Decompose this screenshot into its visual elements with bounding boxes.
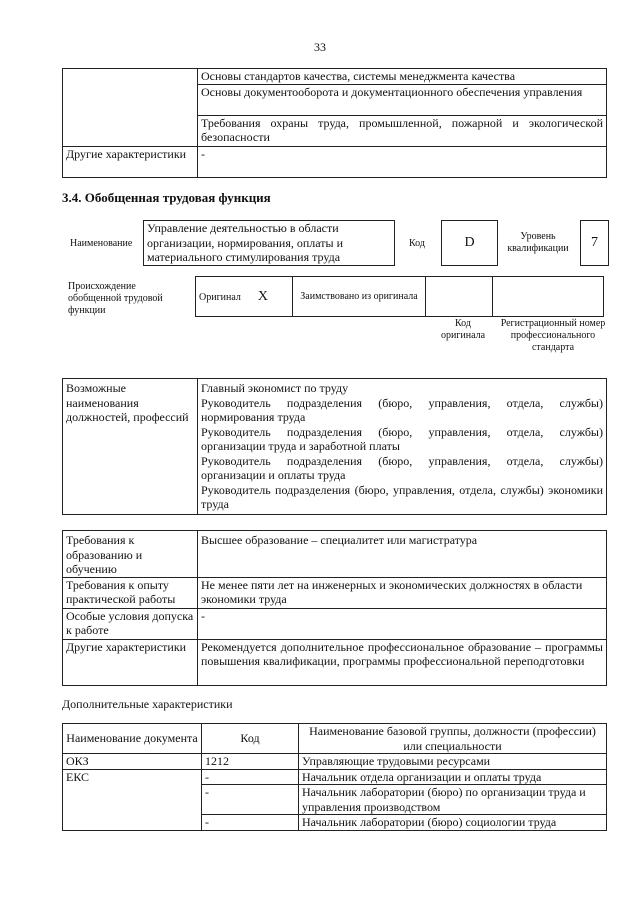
position-item: Руководитель подразделения (бюро, управления, отдела, службы) организации и оплаты труда — [201, 453, 603, 482]
page-number: 33 — [314, 40, 326, 54]
reg-number-caption: Регистрационный номер профессионального стандарта — [500, 318, 606, 353]
requirement-label: Особые условия допуска к работе — [63, 608, 198, 639]
code-value: D — [464, 235, 475, 250]
okz-code: 1212 — [202, 754, 299, 770]
original-cell — [196, 277, 293, 317]
header-document: Наименование документа — [63, 724, 202, 754]
top-table-empty-cell — [63, 69, 198, 147]
position-item: Руководитель подразделения (бюро, управления, отдела, службы) нормирования труда — [201, 395, 603, 424]
position-item: Главный экономист по труду — [201, 381, 349, 395]
top-table-row: Основы стандартов качества, системы менеджмента качества — [198, 69, 607, 85]
requirement-value: - — [198, 608, 607, 639]
level-value: 7 — [591, 235, 598, 250]
positions-table — [62, 378, 607, 515]
original-label: Оригинал — [199, 291, 241, 303]
eks-doc: ЕКС — [63, 769, 202, 830]
origin-table — [195, 276, 604, 317]
requirement-value: Рекомендуется дополнительное профессиональное образование – программы повышения квалификации, программы профессиональной переподготовки — [198, 639, 607, 685]
eks-name: Начальник отдела организации и оплаты труда — [299, 769, 607, 785]
name-label: Наименование — [70, 238, 133, 249]
other-characteristics-label: Другие характеристики — [63, 146, 198, 177]
reg-number-cell — [493, 277, 604, 317]
header-code: Код — [202, 724, 299, 754]
top-table — [62, 68, 607, 178]
level-label: Уровень квалификации — [507, 231, 569, 254]
level-value-box — [580, 220, 609, 266]
requirement-value: Высшее образование – специалитет или магистратура — [198, 531, 607, 578]
eks-name: Начальник лаборатории (бюро) социологии труда — [299, 815, 607, 831]
eks-code: - — [202, 785, 299, 815]
requirement-label: Требования к образованию и обучению — [63, 531, 198, 578]
requirement-label: Другие характеристики — [63, 639, 198, 685]
eks-code: - — [202, 769, 299, 785]
origin-label: Происхождение обобщенной трудовой функции — [68, 281, 163, 316]
other-characteristics-value: - — [198, 146, 607, 177]
top-table-row: Основы документооборота и документационного обеспечения управления — [198, 84, 607, 115]
borrowed-label: Заимствовано из оригинала — [293, 277, 426, 317]
code-label: Код — [409, 238, 425, 249]
positions-label: Возможные наименования должностей, профессий — [63, 379, 198, 515]
code-original-cell — [426, 277, 493, 317]
okz-name: Управляющие трудовыми ресурсами — [299, 754, 607, 770]
additional-table — [62, 723, 607, 831]
okz-doc: ОКЗ — [63, 754, 202, 770]
position-item: Руководитель подразделения (бюро, управления, отдела, службы) экономики труда — [201, 482, 603, 511]
header-name: Наименование базовой группы, должности (профессии) или специальности — [299, 724, 607, 754]
section-title: 3.4. Обобщенная трудовая функция — [62, 190, 271, 205]
position-item: Руководитель подразделения (бюро, управления, отдела, службы) организации труда и заработной платы — [201, 424, 603, 453]
requirement-value: Не менее пяти лет на инженерных и экономических должностях в области экономики труда — [198, 577, 607, 608]
code-value-box — [441, 220, 498, 266]
additional-title: Дополнительные характеристики — [62, 697, 233, 711]
gtf-name-value: Управление деятельностью в области организации, нормирования, оплаты и материального стимулирования труда — [147, 221, 344, 264]
requirements-table — [62, 530, 607, 686]
gtf-name-box — [143, 220, 395, 266]
code-original-caption: Код оригинала — [440, 318, 486, 341]
requirement-label: Требования к опыту практической работы — [63, 577, 198, 608]
original-mark: X — [257, 288, 269, 304]
eks-code: - — [202, 815, 299, 831]
positions-list — [198, 379, 607, 515]
top-table-row: Требования охраны труда, промышленной, пожарной и экологической безопасности — [198, 115, 607, 146]
eks-name: Начальник лаборатории (бюро) по организации труда и управления производством — [299, 785, 607, 815]
